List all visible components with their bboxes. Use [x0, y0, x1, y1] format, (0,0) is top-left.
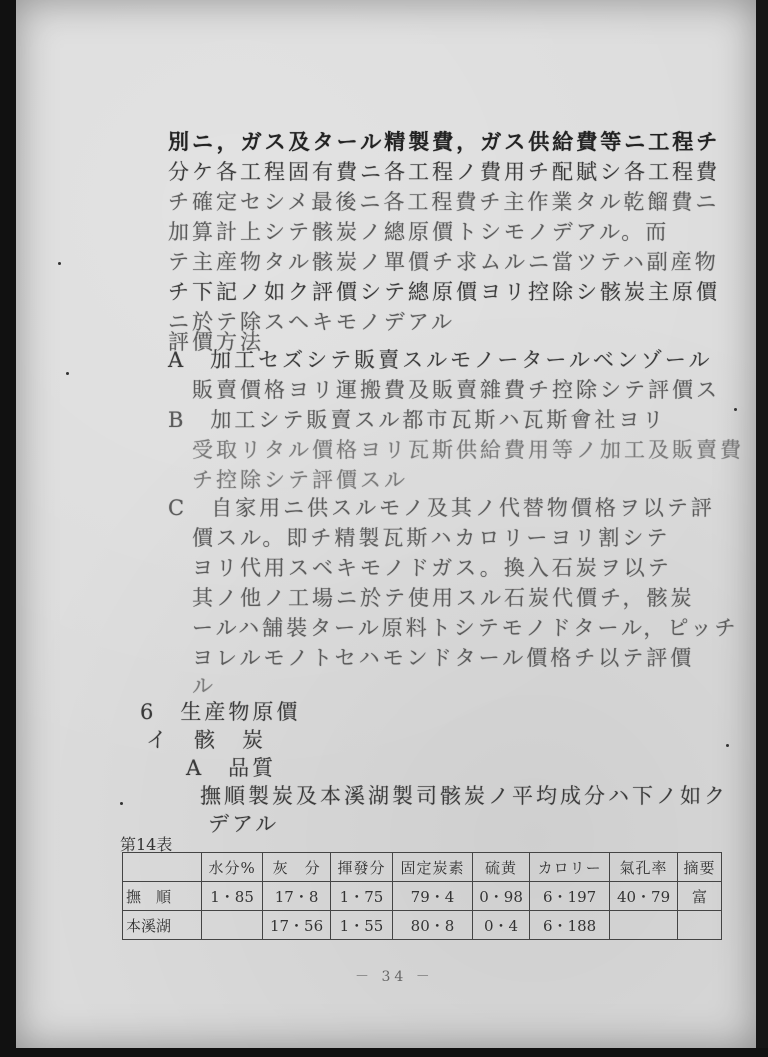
table-header-row: [123, 853, 722, 882]
table-header-cell: 揮發分: [330, 853, 392, 882]
scan-speck: [66, 372, 69, 375]
method-c-line-2: 價スル。即チ精製瓦斯ハカロリーヨリ割シテ: [168, 526, 671, 550]
method-c-line-4: 其ノ他ノ工場ニ於テ使用スル石炭代價チ，骸炭: [168, 586, 695, 610]
table-header-cell: 氣孔率: [610, 853, 678, 882]
body-line-7: ニ於テ除スヘキモノデアル: [168, 310, 455, 334]
item-quality: A 品質: [186, 756, 277, 780]
method-c-line-5: ールハ舗裝タール原料トシテモノドタール，ピッチ: [168, 616, 739, 640]
table-header-cell: 水分%: [202, 853, 263, 882]
method-a-line-1: A 加工セズシテ販賣スルモノータールベンゾール: [168, 348, 713, 372]
section-heading: 6 生産物原價: [140, 700, 301, 724]
table-row: [123, 911, 722, 940]
method-b-line-3: チ控除シテ評價スル: [168, 468, 408, 492]
table-row: [123, 882, 722, 911]
table-header-cell: 硫黄: [473, 853, 530, 882]
table-cell: 80・8: [392, 911, 472, 940]
table-header-cell: [123, 853, 202, 882]
table-cell: 17・56: [263, 911, 331, 940]
body-line-5: テ主産物タル骸炭ノ單價チ求ムルニ當ツテハ副産物: [168, 250, 719, 274]
body-line-3: チ確定セシメ最後ニ各工程費チ主作業タル乾餾費ニ: [168, 190, 720, 214]
method-b-line-1: B 加工シテ販賣スル都市瓦斯ハ瓦斯會社ヨリ: [168, 408, 667, 432]
table-cell: [610, 911, 678, 940]
table-caption: 第14表: [120, 835, 173, 854]
scan-speck: [734, 408, 737, 411]
page-number: － 34 －: [355, 969, 434, 985]
body-line-2: 分ケ各工程固有費ニ各工程ノ費用チ配賦シ各工程費: [168, 160, 720, 184]
method-c-line-6: ヨレルモノトセハモンドタール價格チ以テ評價: [168, 646, 695, 670]
table-cell: 1・55: [330, 911, 392, 940]
table-cell: 本溪湖: [123, 911, 202, 940]
body-line-1: 別ニ，ガス及タール精製費，ガス供給費等ニ工程チ: [168, 129, 721, 154]
table-cell: 富: [677, 882, 721, 911]
table-cell: 0・4: [473, 911, 530, 940]
method-c-line-3: ヨリ代用スベキモノドガス。換入石炭ヲ以テ: [168, 556, 672, 580]
table-header-cell: 固定炭素: [392, 853, 472, 882]
quality-text-2: デアル: [208, 812, 280, 836]
table-cell: 79・4: [392, 882, 472, 911]
scan-edge-left: [0, 0, 16, 1057]
table-cell: 1・85: [202, 882, 263, 911]
method-c-line-7: ル: [168, 674, 216, 698]
table-cell: 17・8: [263, 882, 331, 911]
method-a-line-2: 販賣價格ヨリ運搬費及販賣雜費チ控除シテ評價ス: [168, 378, 720, 402]
table-cell: 40・79: [610, 882, 678, 911]
table-cell: [202, 911, 263, 940]
scan-speck: [120, 802, 123, 805]
scan-speck: [58, 262, 61, 265]
body-line-4: 加算計上シテ骸炭ノ總原價トシモノデアル。而: [168, 220, 670, 244]
table-header-cell: 摘要: [677, 853, 721, 882]
table-cell: 6・188: [530, 911, 610, 940]
method-c-line-1: C 自家用ニ供スルモノ及其ノ代替物價格ヲ以テ評: [168, 496, 715, 520]
table-cell: 1・75: [330, 882, 392, 911]
table-cell: 6・197: [530, 882, 610, 911]
scan-speck: [726, 744, 729, 747]
table-cell: [677, 911, 721, 940]
quality-text-1: 撫順製炭及本溪湖製司骸炭ノ平均成分ハ下ノ如ク: [200, 784, 728, 808]
evaluation-method-heading: 評價方法: [168, 330, 264, 354]
body-line-6: チ下記ノ如ク評價シテ總原價ヨリ控除シ骸炭主原價: [168, 280, 720, 304]
table-header-cell: カロリー: [530, 853, 610, 882]
scan-edge-bottom: [0, 1048, 768, 1057]
composition-table: [122, 852, 722, 940]
table-header-cell: 灰 分: [263, 853, 331, 882]
table-cell: 0・98: [473, 882, 530, 911]
table-cell: 撫 順: [123, 882, 202, 911]
subsection-coke: イ 骸 炭: [146, 728, 266, 752]
method-b-line-2: 受取リタル價格ヨリ瓦斯供給費用等ノ加工及販賣費: [168, 438, 744, 462]
scan-edge-right: [756, 0, 768, 1057]
